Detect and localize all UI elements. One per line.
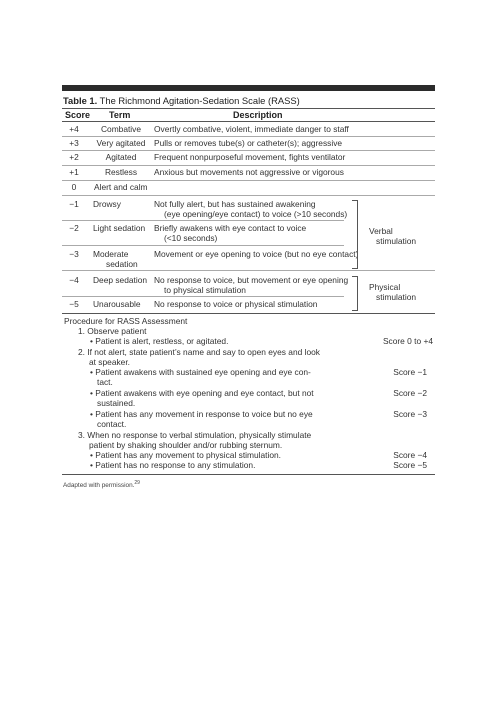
header-top-rule — [62, 108, 435, 109]
table-bottom-rule — [62, 313, 435, 314]
footnote — [63, 480, 140, 489]
row-score: +2 — [69, 152, 79, 162]
row-description-line2: (<10 seconds) — [164, 233, 218, 243]
step-2-bullet-1-line1: • Patient awakens with sustained eye opening and eye con- — [90, 367, 311, 377]
verbal-label-line1: Verbal — [369, 226, 393, 236]
step-1-score: Score 0 to +4 — [382, 336, 433, 346]
step-3-line1: 3. When no response to verbal stimulation, physically stimulate — [78, 430, 312, 440]
step-3-bullet-1-score: Score −4 — [393, 450, 427, 460]
verbal-label-line2: stimulation — [376, 236, 417, 246]
row-term: Very agitated — [96, 138, 146, 148]
procedure-heading: Procedure for RASS Assessment — [64, 316, 188, 326]
physical-label-line2: stimulation — [376, 292, 417, 302]
row-divider — [62, 195, 435, 196]
row-divider — [62, 245, 344, 246]
header-description: Description — [233, 110, 283, 120]
table-number: Table 1. — [63, 95, 98, 106]
header-term: Term — [109, 110, 131, 120]
step-1: 1. Observe patient — [78, 326, 147, 336]
row-score: 0 — [71, 182, 77, 192]
row-description-line1: Briefly awakens with eye contact to voice — [154, 223, 307, 233]
step-3-bullet-2-score: Score −5 — [393, 460, 427, 470]
row-score: +1 — [69, 167, 79, 177]
row-term: Restless — [104, 167, 138, 177]
row-score: −5 — [69, 299, 79, 309]
step-2-bullet-2-line2: sustained. — [97, 398, 136, 408]
header-bottom-rule — [62, 121, 435, 122]
row-score: +4 — [69, 124, 79, 134]
row-description: Frequent nonpurposeful movement, fights ventilator — [154, 152, 346, 162]
row-divider — [62, 136, 435, 137]
procedure-bottom-rule — [62, 474, 435, 475]
row-description: Anxious but movements not aggressive or vigorous — [154, 167, 344, 177]
row-divider — [62, 165, 435, 166]
row-term-line1: Moderate — [93, 249, 129, 259]
row-term: Combative — [100, 124, 142, 134]
row-description: Overtly combative, violent, immediate danger to staff — [154, 124, 349, 134]
step-2-bullet-3-score: Score −3 — [393, 409, 427, 419]
table-title — [63, 95, 300, 106]
row-term-line2: sedation — [106, 259, 138, 269]
step-1-bullet: • Patient is alert, restless, or agitated. — [90, 336, 229, 346]
procedure-section — [62, 317, 435, 477]
row-description-line1: Not fully alert, but has sustained awakening — [154, 199, 316, 209]
step-2-bullet-2-score: Score −2 — [393, 388, 427, 398]
physical-bracket — [352, 276, 358, 311]
footnote-ref: 29 — [134, 480, 140, 486]
step-2-bullet-3-line2: contact. — [97, 419, 127, 429]
row-divider — [62, 180, 435, 181]
row-description: Pulls or removes tube(s) or catheter(s); aggressive — [154, 138, 343, 148]
step-2-line2: at speaker. — [89, 357, 130, 367]
row-description-line2: (eye opening/eye contact) to voice (>10 seconds) — [164, 209, 348, 219]
row-description: Movement or eye opening to voice (but no eye contact) — [154, 249, 359, 259]
step-3-bullet-1: • Patient has any movement to physical stimulation. — [90, 450, 281, 460]
row-description: No response to voice or physical stimulation — [154, 299, 318, 309]
step-3-bullet-2: • Patient has no response to any stimulation. — [90, 460, 256, 470]
row-term: Deep sedation — [93, 275, 148, 285]
footnote-text: Adapted with permission. — [63, 482, 135, 490]
step-2-bullet-1-line2: tact. — [97, 377, 113, 387]
row-divider — [62, 150, 435, 151]
row-score: −3 — [69, 249, 79, 259]
row-score: −2 — [69, 223, 79, 233]
title-bar-rule — [62, 85, 435, 91]
row-description-line2: to physical stimulation — [164, 285, 246, 295]
physical-label-line1: Physical — [369, 282, 401, 292]
row-term: Light sedation — [93, 223, 146, 233]
row-term: Agitated — [105, 152, 137, 162]
step-2-bullet-3-line1: • Patient has any movement in response to voice but no eye — [90, 409, 313, 419]
row-term: Alert and calm — [94, 182, 148, 192]
row-divider — [62, 220, 344, 221]
row-term: Drowsy — [93, 199, 121, 209]
verbal-bracket — [352, 200, 358, 269]
row-score: −1 — [69, 199, 79, 209]
row-score: −4 — [69, 275, 79, 285]
row-term: Unarousable — [93, 299, 141, 309]
row-divider — [62, 270, 435, 271]
table-title-text: The Richmond Agitation-Sedation Scale (RASS) — [99, 95, 300, 106]
step-2-line1: 2. If not alert, state patient’s name and say to open eyes and look — [78, 347, 320, 357]
header-score: Score — [65, 110, 91, 120]
row-divider — [62, 296, 344, 297]
step-2-bullet-1-score: Score −1 — [393, 367, 427, 377]
row-description-line1: No response to voice, but movement or eye opening — [154, 275, 349, 285]
step-2-bullet-2-line1: • Patient awakens with eye opening and eye contact, but not — [90, 388, 314, 398]
step-3-line2: patient by shaking shoulder and/or rubbing sternum. — [89, 440, 283, 450]
row-score: +3 — [69, 138, 79, 148]
